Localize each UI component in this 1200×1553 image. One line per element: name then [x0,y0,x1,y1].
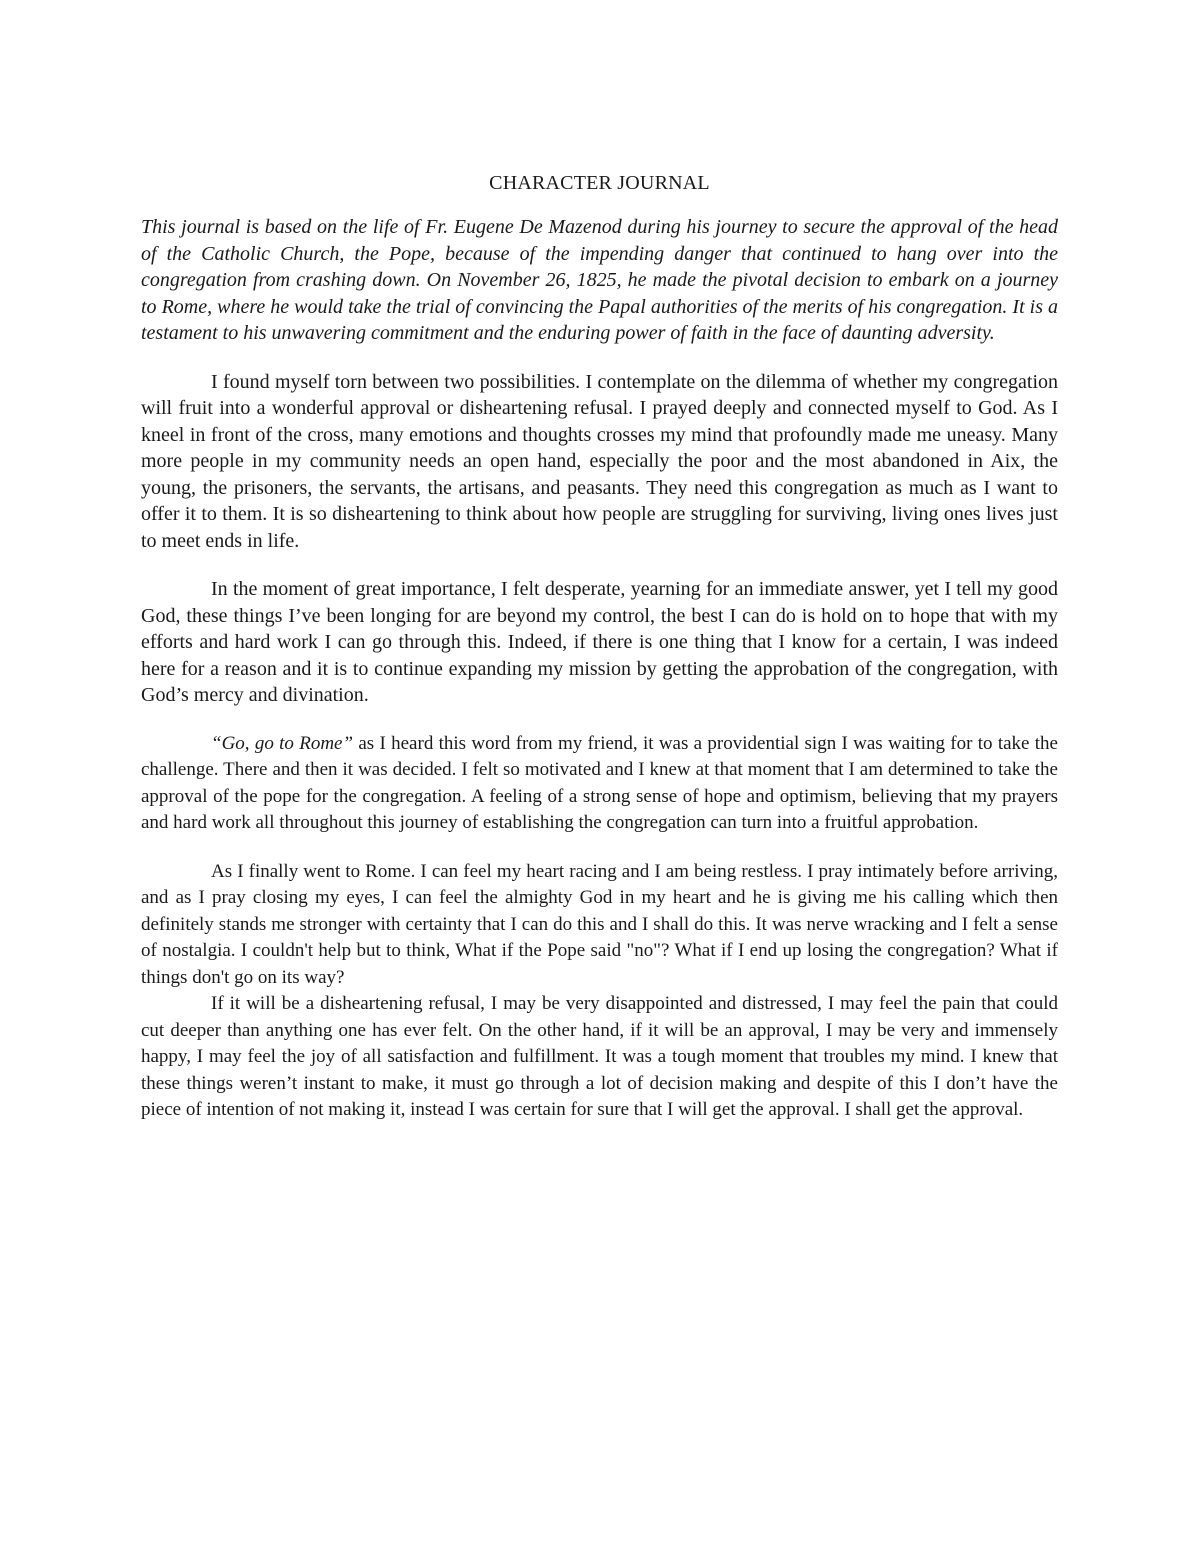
body-paragraph-1: I found myself torn between two possibilities. I contemplate on the dilemma of whether my congregation will fruit into a wonderful approval or disheartening refusal. I prayed deeply and connected myself to God. As I kneel in front of the cross, many emotions and thoughts crosses my mind that profoundly made me uneasy. Many more people in my community needs an open hand, especially the poor and the most abandoned in Aix, the young, the prisoners, the servants, the artisans, and peasants. They need this congregation as much as I want to offer it to them. It is so disheartening to think about how people are struggling for surviving, living ones lives just to meet ends in life. [141,370,1058,552]
body-paragraph-2: In the moment of great importance, I felt desperate, yearning for an immediate answer, yet I tell my good God, these things I’ve been longing for are beyond my control, the best I can do is hold on to hope that with my efforts and hard work I can go through this. Indeed, if there is one thing that I know for a certain, I was indeed here for a reason and it is to continue expanding my mission by getting the approbation of the congregation, with God’s mercy and divination. [141,578,1058,706]
quote-paragraph-text: as I heard this word from my friend, it was a providential sign I was waiting for to take the challenge. There and then it was decided. I felt so motivated and I knew at that moment that I am determined to take the approval of the pope for the congregation. A feeling of a strong sense of hope and optimism, believing that my prayers and hard work all throughout this journey of establishing the congregation can turn into a fruitful approbation. [141,732,1058,833]
document-body [141,168,1058,1146]
body-paragraph-3 [141,731,1058,837]
document-title: CHARACTER JOURNAL [489,172,710,194]
body-paragraph-4: As I finally went to Rome. I can feel my heart racing and I am being restless. I pray intimately before arriving, and as I pray closing my eyes, I can feel the almighty God in my heart and he is giving me his calling which then definitely stands me stronger with certainty that I can do this and I shall do this. It was nerve wracking and I felt a sense of nostalgia. I couldn't help but to think, What if the Pope said "no"? What if I end up losing the congregation? What if things don't go on its way? [141,860,1058,988]
intro-paragraph: This journal is based on the life of Fr. Eugene De Mazenod during his journey to secure the approval of the head of the Catholic Church, the Pope, because of the impending danger that continued to hang over into the congregation from crashing down. On November 26, 1825, he made the pivotal decision to embark on a journey to Rome, where he would take the trial of convincing the Papal authorities of the merits of his congregation. It is a testament to his unwavering commitment and the enduring power of faith in the face of daunting adversity. [141,216,1058,344]
body-paragraph-5: If it will be a disheartening refusal, I may be very disappointed and distressed, I may feel the pain that could cut deeper than anything one has ever felt. On the other hand, if it will be an approval, I may be very and immensely happy, I may feel the joy of all satisfaction and fulfillment. It was a tough moment that troubles my mind. I knew that these things weren’t instant to make, it must go through a lot of decision making and despite of this I don’t have the piece of intention of not making it, instead I was certain for sure that I will get the approval. I shall get the approval. [141,993,1058,1120]
quote-text: “Go, go to Rome” [211,732,354,754]
